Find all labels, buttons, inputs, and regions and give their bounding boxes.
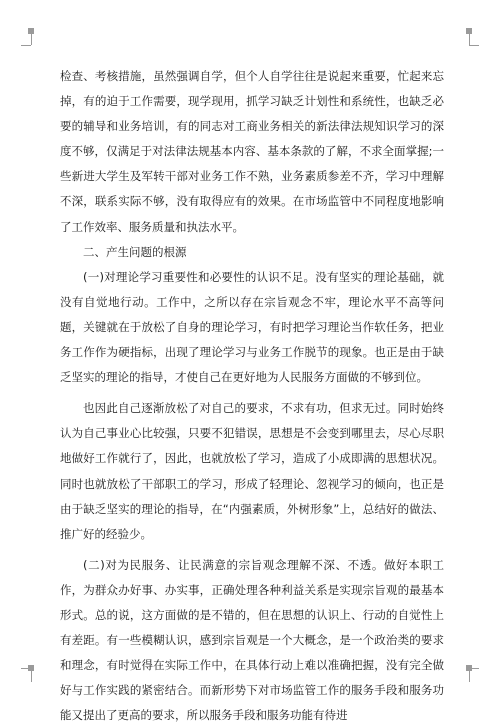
paragraph-theory-study: (一)对理论学习重要性和必要性的认识不足。没有坚实的理论基础，就没有自觉地行动。工作中，之所以存在宗旨观念不牢，理论水平不高等问题，关键就在于放松了自身的理论学习，有时把学习理论当作软任务，把业务工作作为硬指标，出现了理论学习与业务工作脱节的现象。也正是由于缺乏坚实的理论的指导，才使自己在更好地为人民服务方面做的不够到位。 — [60, 269, 444, 385]
paragraph-service-purpose: (二)对为民服务、让民满意的宗旨观念理解不深、不透。做好本职工作，为群众办好事、办实事，正确处理各种利益关系是实现宗旨观的最基本形式。总的说，这方面做的是不错的，但在思想的认识上、行动的自觉性上有差距。有一些模糊认识，感到宗旨观是一个大概念，是一个政治类的要求和理念，有时觉得在实际工作中，在具体行动上难以准确把握，没有完全做好与工作实践的紧密结合。而新形势下对市场监管工作的服务手段和服务功能又提出了更高的要求，所以服务手段和服务功能有待进 — [60, 557, 444, 723]
document-body — [60, 64, 444, 728]
section-heading-root-causes: 二、产生问题的根源 — [83, 244, 187, 259]
crop-mark-bottom-left — [28, 665, 34, 671]
paragraph-exam-measures: 检查、考核措施，虽然强调自学，但个人自学往往是说起来重要，忙起来忘掉，有的迫于工作需要，现学现用，抓学习缺乏计划性和系统性，也缺乏必要的辅导和业务培训，有的同志对工商业务相关的新法律法规知识学习的深度不够，仅满足于对法律法规基本内容、基本条款的了解，不求全面掌握;一些新进大学生及军转干部对业务工作不熟，业务素质参差不齐，学习中理解不深，联系实际不够，没有取得应有的效果。在市场监管中不同程度地影响了工作效率、服务质量和执法水平。 — [60, 69, 444, 234]
crop-mark-top-right — [466, 28, 472, 34]
crop-mark-top-left — [28, 28, 34, 34]
paragraph-self-requirement: 也因此自己逐渐放松了对自己的要求，不求有功，但求无过。同时始终认为自己事业心比较强，只要不犯错误，思想是不会变到哪里去，尽心尽职地做好工作就行了，因此，也就放松了学习，造成了小成即满的思想状况。同时也就放松了干部职工的学习，形成了轻理论、忽视学习的倾向，也正是由于缺乏坚实的理论的指导，在“内强素质，外树形象”上，总结好的做法、推广好的经验少。 — [60, 401, 444, 541]
crop-mark-bottom-right — [466, 665, 472, 671]
